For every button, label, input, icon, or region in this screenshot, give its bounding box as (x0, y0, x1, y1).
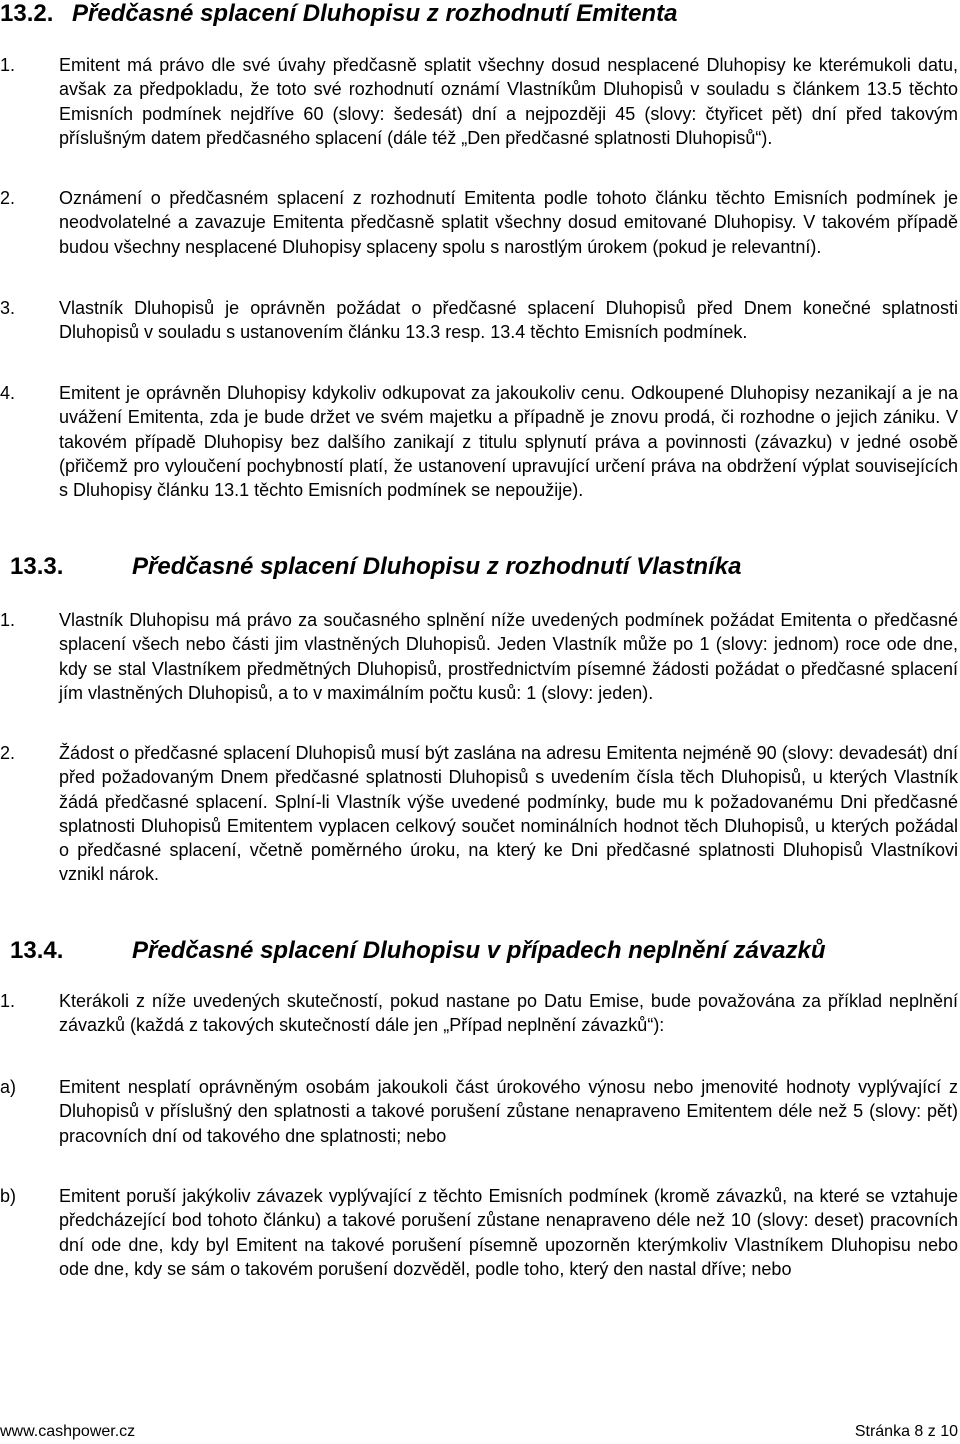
paragraph-text: Žádost o předčasné splacení Dluhopisů musí být zaslána na adresu Emitenta nejméně 90 (slovy: devadesát) dní před požadovaným Dnem předčasné splatnosti Dluhopisů s uvedením čísla těch Dluhopisů, u kterých Vlastník žádá předčasné splacení. Splní-li Vlastník výše uvedené podmínky, bude mu k požadovanému Dni předčasné splatnosti Dluhopisů Emitentem vyplacen celkový součet nominálních hodnot těch Dluhopisů, u kterých požádal o předčasné splacení, včetně poměrného úroku, na který ke Dni předčasné splatnosti Dluhopisů Vlastníkovi vznikl nárok. (59, 743, 958, 885)
footer-page-number: Stránka 8 z 10 (854, 1423, 958, 1440)
section-title: Předčasné splacení Dluhopisu z rozhodnutí Emitenta (72, 0, 678, 27)
paragraph-marker: 2. (0, 743, 16, 763)
paragraph-13-4-a (0, 1075, 958, 1148)
section-number: 13.4. (10, 937, 64, 964)
paragraph-13-2-2 (0, 186, 958, 259)
paragraph-13-4-1 (0, 989, 958, 1038)
paragraph-text: Kterákoli z níže uvedených skutečností, pokud nastane po Datu Emise, bude považována za příklad neplnění závazků (každá z takových skutečností dále jen „Případ neplnění závazků“): (59, 991, 958, 1036)
section-title: Předčasné splacení Dluhopisu z rozhodnutí Vlastníka (132, 553, 742, 580)
paragraph-marker: 3. (0, 298, 16, 318)
paragraph-text: Emitent má právo dle své úvahy předčasně splatit všechny dosud nesplacené Dluhopisy ke kterémukoli datu, avšak za předpokladu, že toto své rozhodnutí oznámí Vlastníkům Dluhopisů v souladu s článkem 13.5 těchto Emisních podmínek nejdříve 60 (slovy: šedesát) dní a nejpozději 45 (slovy: čtyřicet pět) dní před takovým příslušným datem předčasného splacení (dále též „Den předčasné splatnosti Dluhopisů“). (59, 55, 958, 148)
section-number: 13.2. (0, 0, 54, 27)
paragraph-text: Emitent je oprávněn Dluhopisy kdykoliv odkupovat za jakoukoliv cenu. Odkoupené Dluhopisy nezanikají a je na uvážení Emitenta, zda je bude držet ve svém majetku a případně je znovu prodá, či rozhodne o jejich zániku. V takovém případě Dluhopisy bez dalšího zanikají z titulu splynutí práva a povinnosti (závazku) v jedné osobě (přičemž pro vyloučení pochybností platí, že ustanovení upravující určení práva na obdržení výplat souvisejících s Dluhopisy článku 13.1 těchto Emisních podmínek se nepoužije). (59, 383, 958, 501)
footer-website: www.cashpower.cz (0, 1423, 136, 1440)
paragraph-13-2-3 (0, 296, 958, 345)
paragraph-text: Emitent nesplatí oprávněným osobám jakoukoli část úrokového výnosu nebo jmenovité hodnoty vyplývající z Dluhopisů v příslušný den splatnosti a takové porušení zůstane nenapraveno Emitentem déle než 5 (slovy: pět) pracovních dní od takového dne splatnosti; nebo (59, 1077, 958, 1146)
paragraph-marker: 2. (0, 188, 16, 208)
paragraph-marker: b) (0, 1186, 17, 1206)
paragraph-marker: 1. (0, 610, 16, 630)
paragraph-13-2-4 (0, 381, 958, 502)
paragraph-marker: 1. (0, 991, 16, 1011)
paragraph-text: Emitent poruší jakýkoliv závazek vyplývající z těchto Emisních podmínek (kromě závazků, na které se vztahuje předcházející bod tohoto článku) a takové porušení zůstane nenapraveno déle než 10 (slovy: deset) pracovních dní ode dne, kdy byl Emitent na takové porušení písemně upozorněn kterýmkoliv Vlastníkem Dluhopisu nebo ode dne, kdy se sám o takovém porušení dozvěděl, podle toho, který den nastal dříve; nebo (59, 1186, 958, 1279)
paragraph-marker: a) (0, 1077, 17, 1097)
section-number: 13.3. (10, 553, 64, 580)
paragraph-marker: 4. (0, 383, 16, 403)
paragraph-13-3-2 (0, 741, 958, 887)
section-title: Předčasné splacení Dluhopisu v případech neplnění závazků (132, 937, 826, 964)
paragraph-13-2-1 (0, 53, 958, 150)
paragraph-text: Oznámení o předčasném splacení z rozhodnutí Emitenta podle tohoto článku těchto Emisních podmínek je neodvolatelné a zavazuje Emitenta předčasně splatit všechny dosud emitované Dluhopisy. V takovém případě budou všechny nesplacené Dluhopisy splaceny spolu s narostlým úrokem (pokud je relevantní). (59, 188, 958, 257)
paragraph-text: Vlastník Dluhopisu má právo za současného splnění níže uvedených podmínek požádat Emitenta o předčasné splacení všech nebo části jim vlastněných Dluhopisů. Jeden Vlastník může po 1 (slovy: jednom) roce ode dne, kdy se stal Vlastníkem předmětných Dluhopisů, prostřednictvím písemné žádosti požádat o předčasné splacení jím vlastněných Dluhopisů, a to v maximálním počtu kusů: 1 (slovy: jeden). (59, 610, 958, 703)
paragraph-text: Vlastník Dluhopisů je oprávněn požádat o předčasné splacení Dluhopisů před Dnem konečné splatnosti Dluhopisů v souladu s ustanovením článku 13.3 resp. 13.4 těchto Emisních podmínek. (59, 298, 958, 343)
paragraph-13-4-b (0, 1184, 958, 1281)
paragraph-13-3-1 (0, 608, 958, 705)
paragraph-marker: 1. (0, 55, 16, 75)
